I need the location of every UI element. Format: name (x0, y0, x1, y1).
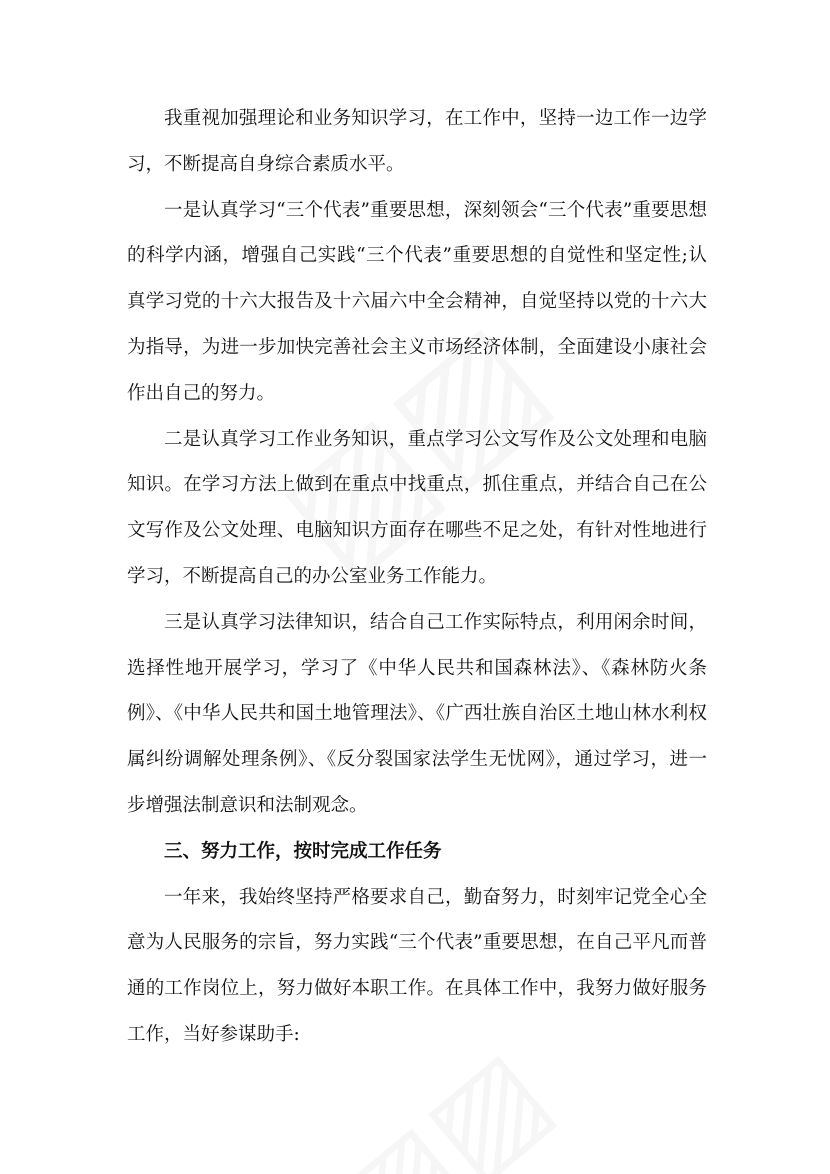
paragraph-study-intro: 我重视加强理论和业务知识学习，在工作中，坚持一边工作一边学习，不断提高自身综合素质水平。 (127, 108, 707, 175)
paragraph-study-business: 二是认真学习工作业务知识，重点学习公文写作及公文处理和电脑知识。在学习方法上做到在重点中找重点，抓住重点，并结合自己在公文写作及公文处理、电脑知识方面存在哪些不足之处，有针对性地进行学习，不断提高自己的办公室业务工作能力。 (127, 428, 707, 587)
document-body (127, 96, 707, 1058)
section-heading: 三、努力工作，按时完成工作任务 (164, 840, 442, 862)
paragraph-work: 一年来，我始终坚持严格要求自己，勤奋努力，时刻牢记党全心全意为人民服务的宗旨，努力实践“三个代表”重要思想，在自己平凡而普通的工作岗位上，努力做好本职工作。在具体工作中，我努力做好服务工作，当好参谋助手: (127, 886, 707, 1045)
paragraph-study-theory: 一是认真学习“三个代表”重要思想，深刻领会“三个代表”重要思想的科学内涵，增强自己实践“三个代表”重要思想的自觉性和坚定性;认真学习党的十六大报告及十六届六中全会精神，自觉坚持以党的十六大为指导，为进一步加快完善社会主义市场经济体制，全面建设小康社会作出自己的努力。 (127, 199, 707, 404)
paragraph-study-law: 三是认真学习法律知识，结合自己工作实际特点，利用闲余时间，选择性地开展学习，学习了《中华人民共和国森林法》、《森林防火条例》、《中华人民共和国土地管理法》、《广西壮族自治区土地山林水利权属纠纷调解处理条例》、《反分裂国家法学生无忧网》，通过学习，进一步增强法制意识和法制观念。 (127, 611, 707, 816)
